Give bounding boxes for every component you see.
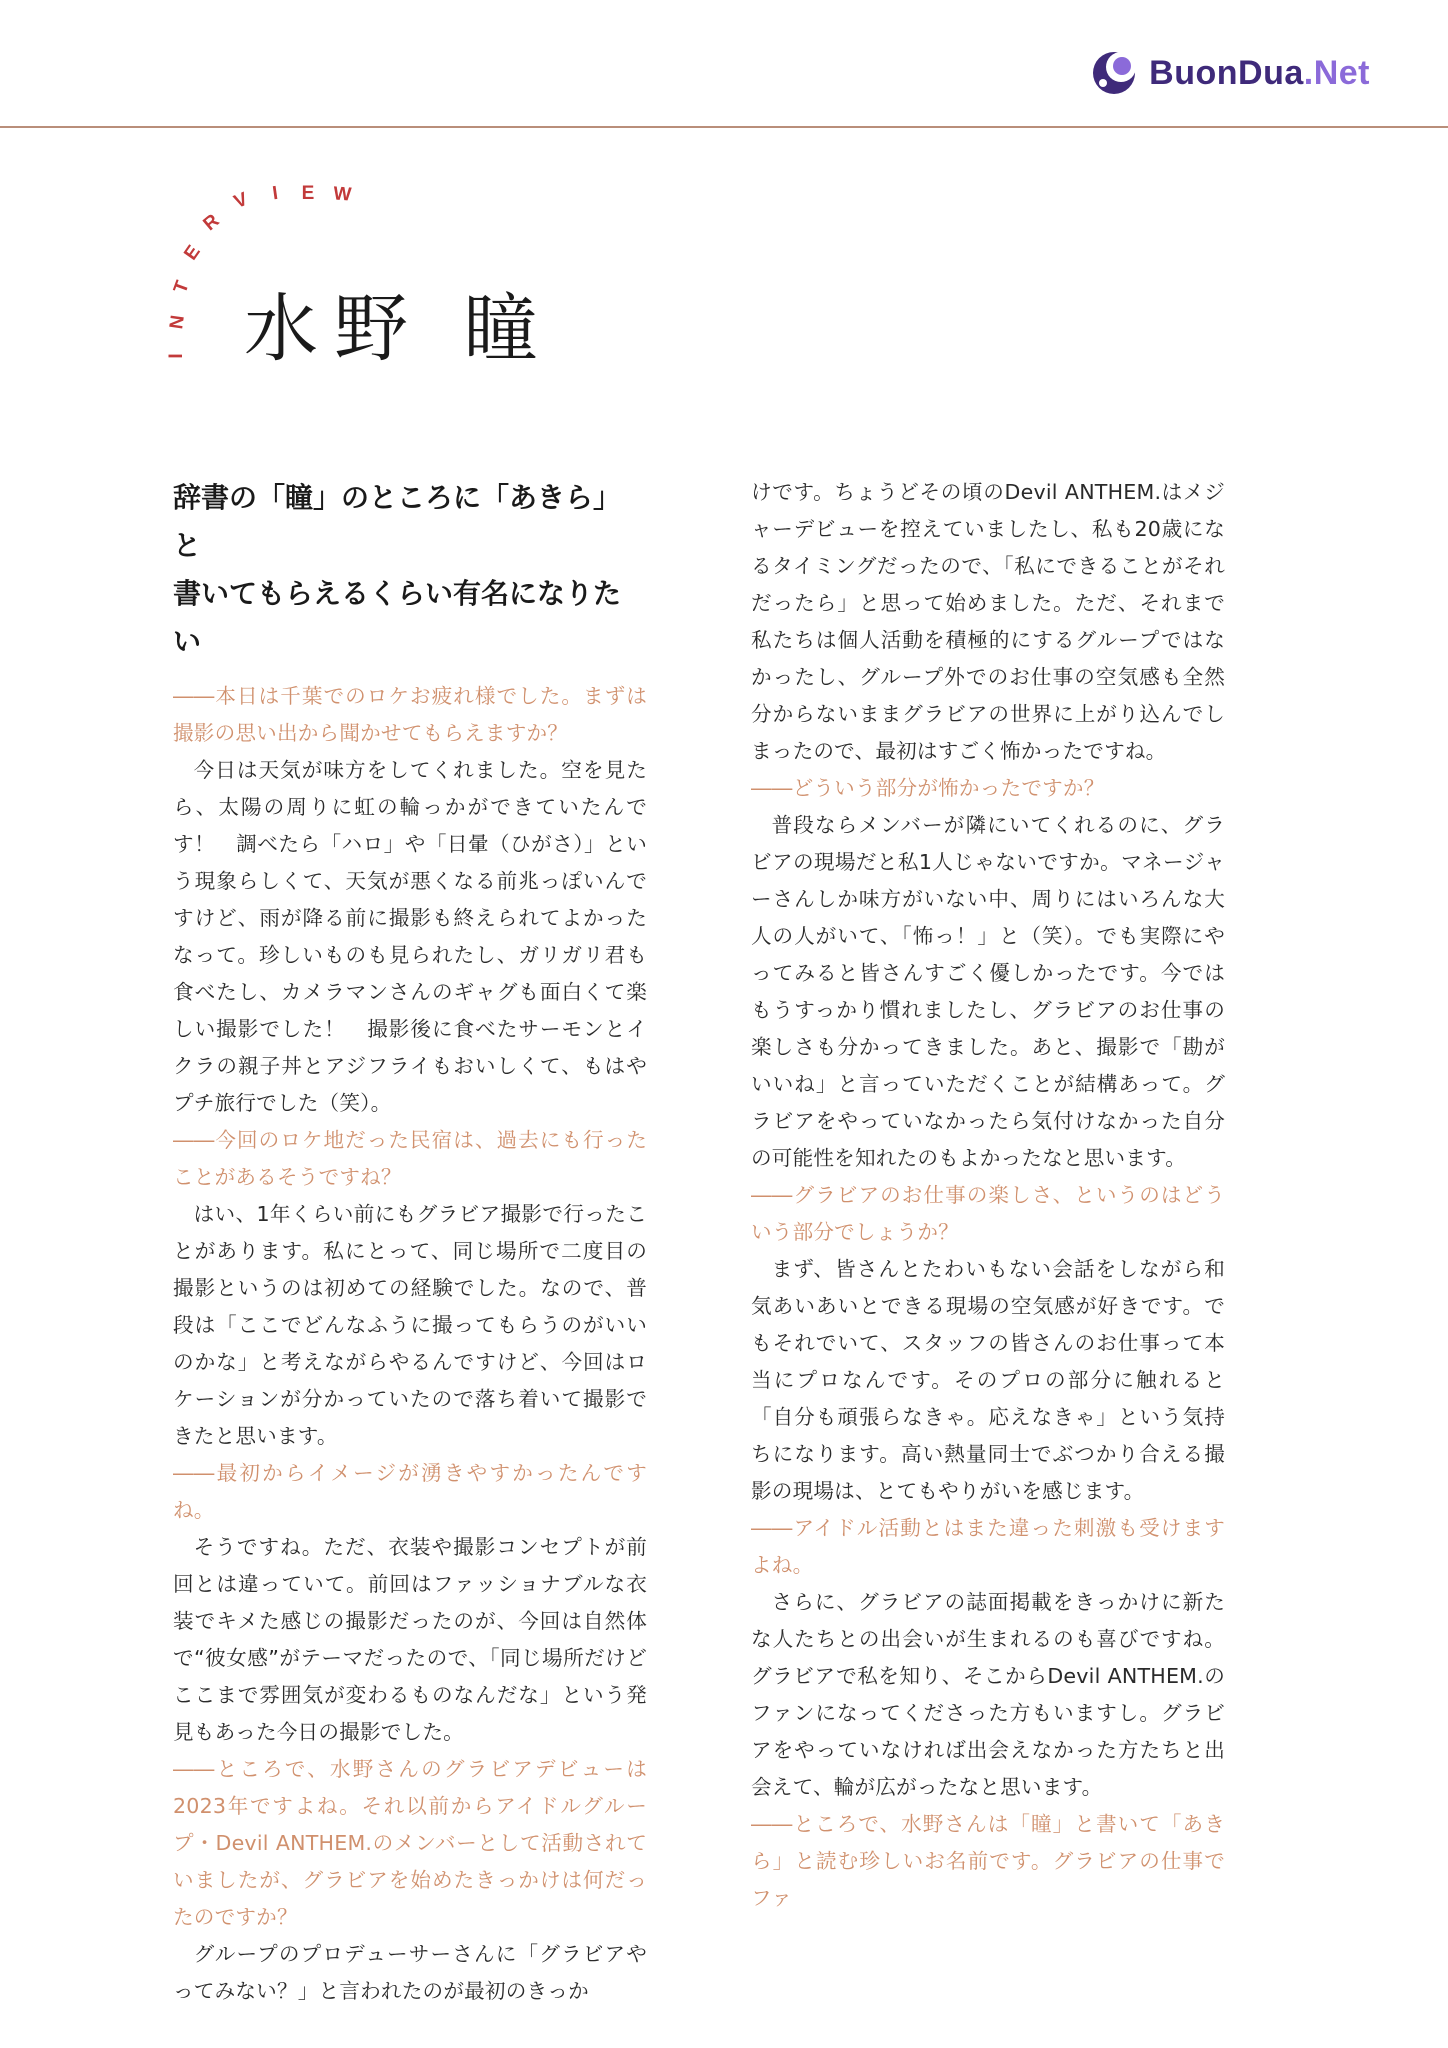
interview-letter: E	[301, 183, 315, 204]
interview-answer: 普段ならメンバーが隣にいてくれるのに、グラビアの現場だと私1人じゃないですか。マネージャーさんしか味方がいない中、周りにはいろんな大人の人がいて、「怖っ！」と（笑）。でも実際にやってみると皆さんすごく優しかったです。今ではもうすっかり慣れましたし、グラビアのお仕事の楽しさも分かってきました。あと、撮影で「勘がいいね」と言っていただくことが結構あって。グラビアをやっていなかったら気付けなかった自分の可能性を知れたのもよかったなと思います。	[751, 813, 1225, 1170]
crescent-logo-icon	[1091, 50, 1137, 96]
interview-letter: E	[180, 241, 205, 265]
interview-question: ――どういう部分が怖かったですか？	[751, 776, 1105, 800]
interview-letter: I	[166, 353, 187, 359]
interview-answer: まず、皆さんとたわいもない会話をしながら和気あいあいとできる現場の空気感が好きです。でもそれでいて、スタッフの皆さんのお仕事って本当にプロなんです。そのプロの部分に触れると「自分も頑張らなきゃ。応えなきゃ」という気持ちになります。高い熱量同士でぶつかり合える撮影の現場は、とてもやりがいを感じます。	[751, 1257, 1225, 1503]
logo-text	[1149, 54, 1370, 93]
interview-answer: そうですね。ただ、衣装や撮影コンセプトが前回とは違っていて。前回はファッショナブルな衣装でキメた感じの撮影だったのが、今回は自然体で“彼女感”がテーマだったので、「同じ場所だけどここまで雰囲気が変わるものなんだな」という発見もあった今日の撮影でした。	[173, 1535, 647, 1744]
interview-question: ――今回のロケ地だった民宿は、過去にも行ったことがあるそうですね？	[173, 1128, 647, 1189]
interview-letter: T	[169, 278, 194, 297]
article-headline	[173, 474, 647, 666]
logo-suffix: .Net	[1303, 53, 1370, 92]
interview-letter: N	[166, 313, 189, 331]
page-title: 水野 瞳	[244, 286, 554, 372]
interview-answer: グループのプロデューサーさんに「グラビアやってみない？」と言われたのが最初のきっか	[173, 1942, 647, 2003]
interview-question: ――ところで、水野さんのグラビアデビューは2023年ですよね。それ以前からアイドルグループ・Devil ANTHEM.のメンバーとして活動されていましたが、グラビアを始めたきっかけは何だったのですか？	[173, 1757, 647, 1929]
right-column	[751, 474, 1225, 1917]
interview-answer: さらに、グラビアの誌面掲載をきっかけに新たな人たちとの出会いが生まれるのも喜びですね。グラビアで私を知り、そこからDevil ANTHEM.のファンになってくださった方もいますし。グラビアをやっていなければ出会えなかった方たちと出会えて、輪が広がったなと思います。	[751, 1590, 1225, 1799]
interview-letter: W	[332, 183, 353, 206]
interview-letter: I	[271, 182, 280, 205]
interview-question: ――グラビアのお仕事の楽しさ、というのはどういう部分でしょうか？	[751, 1183, 1225, 1244]
interview-question: ――本日は千葉でのロケお疲れ様でした。まずは撮影の思い出から聞かせてもらえますか？	[173, 684, 647, 745]
logo-name: BuonDua	[1149, 53, 1304, 92]
interview-letter: R	[199, 210, 224, 236]
interview-answer: 今日は天気が味方をしてくれました。空を見たら、太陽の周りに虹の輪っかができていたんです！ 調べたら「ハロ」や「日暈（ひがさ）」という現象らしくて、天気が悪くなる前兆っぽいんですけど、雨が降る前に撮影も終えられてよかったなって。珍しいものも見られたし、ガリガリ君も食べたし、カメラマンさんのギャグも面白くて楽しい撮影でした！ 撮影後に食べたサーモンとイクラの親子丼とアジフライもおいしくて、もはやプチ旅行でした（笑）。	[173, 758, 647, 1115]
interview-letter: V	[231, 188, 251, 214]
interview-question: ――アイドル活動とはまた違った刺激も受けますよね。	[751, 1516, 1225, 1577]
interview-question: ――ところで、水野さんは「瞳」と書いて「あきら」と読む珍しいお名前です。グラビアの仕事でファ	[751, 1812, 1225, 1910]
interview-question: ――最初からイメージが湧きやすかったんですね。	[173, 1461, 647, 1522]
headline-line: 書いてもらえるくらい有名になりたい	[173, 577, 622, 658]
site-logo[interactable]	[1091, 48, 1370, 98]
page-header	[0, 0, 1448, 128]
left-column	[173, 474, 647, 2010]
headline-line: 辞書の「瞳」のところに「あきら」と	[173, 481, 622, 562]
header-divider	[0, 126, 1448, 128]
interview-answer-continued: けです。ちょうどその頃のDevil ANTHEM.はメジャーデビューを控えていましたし、私も20歳になるタイミングだったので、「私にできることがそれだったら」と思って始めました。ただ、それまで私たちは個人活動を積極的にするグループではなかったし、グループ外でのお仕事の空気感も全然分からないままグラビアの世界に上がり込んでしまったので、最初はすごく怖かったですね。	[751, 480, 1225, 763]
interview-answer: はい、1年くらい前にもグラビア撮影で行ったことがあります。私にとって、同じ場所で二度目の撮影というのは初めての経験でした。なので、普段は「ここでどんなふうに撮ってもらうのがいいのかな」と考えながらやるんですけど、今回はロケーションが分かっていたので落ち着いて撮影できたと思います。	[173, 1202, 647, 1448]
